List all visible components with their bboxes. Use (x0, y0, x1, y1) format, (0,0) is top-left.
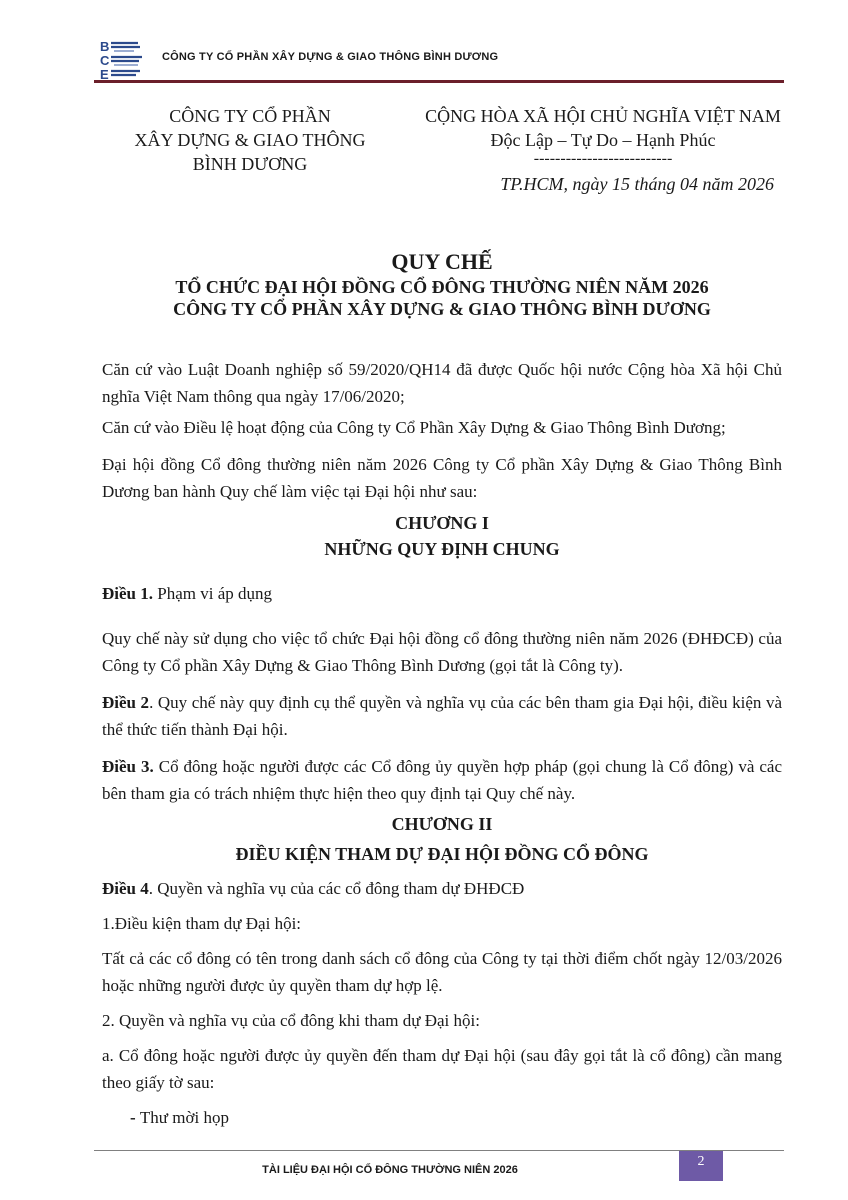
article-heading (102, 875, 782, 902)
document-date: TP.HCM, ngày 15 tháng 04 năm 2026 (500, 174, 774, 194)
issuer-line: CÔNG TY CỔ PHẦN (169, 106, 331, 126)
paragraph: Căn cứ vào Điều lệ hoạt động của Công ty Cổ Phần Xây Dựng & Giao Thông Bình Dương; (102, 418, 726, 437)
article-label: Điều 1. (102, 584, 153, 603)
article-label: Điều 4 (102, 879, 149, 898)
list-item: 1.Điều kiện tham dự Đại hội: (102, 914, 302, 933)
article-paragraph (102, 753, 782, 807)
chapter-title: ĐIỀU KIỆN THAM DỰ ĐẠI HỘI ĐỒNG CỔ ĐÔNG (235, 844, 649, 864)
footer-title: TÀI LIỆU ĐẠI HỘI CỔ ĐÔNG THƯỜNG NIÊN 2026 (262, 1164, 518, 1176)
bullet-text: Thư mời họp (139, 1108, 229, 1127)
page-header (0, 0, 848, 86)
article-paragraph (102, 689, 782, 743)
article-heading (102, 580, 782, 607)
page-number: 2 (679, 1151, 723, 1181)
header-company-name: CÔNG TY CỔ PHẦN XÂY DỰNG & GIAO THÔNG BÌNH DƯƠNG (162, 51, 499, 63)
header-divider (94, 80, 784, 83)
document-body (102, 356, 782, 1131)
motto: Độc Lập – Tự Do – Hạnh Phúc (490, 130, 716, 150)
bullet-item (102, 1104, 782, 1131)
paragraph: a. Cổ đông hoặc người được ủy quyền đến tham dự Đại hội (sau đây gọi tắt là cổ đông) cần mang theo giấy tờ sau: (102, 1046, 782, 1092)
article-label: Điều 2 (102, 693, 150, 712)
svg-text:C: C (100, 53, 110, 68)
title-main: QUY CHẾ (391, 249, 493, 274)
paragraph: Quy chế này sử dụng cho việc tổ chức Đại hội đồng cổ đông thường niên năm 2026 (ĐHĐCĐ) của Công ty Cổ phần Xây Dựng & Giao Thông Bình Dương (gọi tắt là Công ty). (102, 629, 782, 675)
chapter-number: CHƯƠNG II (391, 814, 493, 834)
svg-text:E: E (100, 67, 109, 80)
company-logo (98, 38, 144, 80)
issuer-line: XÂY DỰNG & GIAO THÔNG (134, 130, 366, 150)
list-item: 2. Quyền và nghĩa vụ của cổ đông khi tham dự Đại hội: (102, 1011, 480, 1030)
article-text: Cổ đông hoặc người được các Cổ đông ủy quyền hợp pháp (gọi chung là Cổ đông) và các bên tham gia có trách nhiệm thực hiện theo quy định tại Quy chế này. (102, 757, 783, 803)
article-label: Điều 3. (102, 757, 154, 776)
motto-underline: -------------------------- (533, 150, 673, 167)
chapter-number: CHƯƠNG I (395, 513, 489, 533)
paragraph: Đại hội đồng Cổ đông thường niên năm 2026 Công ty Cổ phần Xây Dựng & Giao Thông Bình Dương ban hành Quy chế làm việc tại Đại hội như sau: (102, 455, 782, 501)
paragraph: Tất cả các cổ đông có tên trong danh sách cổ đông của Công ty tại thời điểm chốt ngày 12/03/2026 hoặc những người được ủy quyền tham dự hợp lệ. (102, 949, 782, 995)
title-subtitle: CÔNG TY CỔ PHẦN XÂY DỰNG & GIAO THÔNG BÌNH DƯƠNG (173, 299, 711, 319)
document-title (80, 248, 804, 320)
bullet-dash: - (130, 1108, 140, 1127)
issuer-block (100, 104, 400, 176)
country-name: CỘNG HÒA XÃ HỘI CHỦ NGHĨA VIỆT NAM (425, 106, 781, 126)
article-text: . Quyền và nghĩa vụ của các cổ đông tham dự ĐHĐCĐ (148, 879, 525, 898)
article-text: Phạm vi áp dụng (153, 584, 272, 603)
title-subtitle: TỔ CHỨC ĐẠI HỘI ĐỒNG CỔ ĐÔNG THƯỜNG NIÊN NĂM 2026 (175, 277, 709, 297)
issuer-line: BÌNH DƯƠNG (192, 154, 308, 174)
national-motto-block (410, 104, 796, 196)
svg-text:B: B (100, 39, 110, 54)
paragraph: Căn cứ vào Luật Doanh nghiệp số 59/2020/QH14 đã được Quốc hội nước Cộng hòa Xã hội Chủ nghĩa Việt Nam thông qua ngày 17/06/2020; (102, 360, 782, 406)
article-text: . Quy chế này quy định cụ thể quyền và nghĩa vụ của các bên tham gia Đại hội, điều kiện và thể thức tiến thành Đại hội. (102, 693, 782, 739)
chapter-title: NHỮNG QUY ĐỊNH CHUNG (324, 539, 560, 559)
